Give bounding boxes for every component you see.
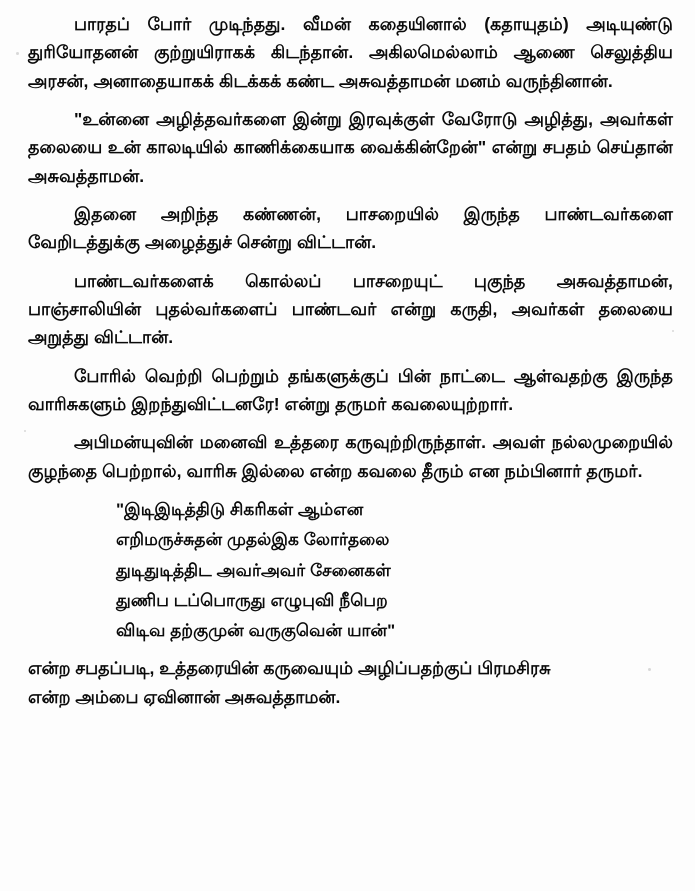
scan-speck: [16, 52, 19, 55]
verse-line: துணிப டப்பொருது எழுபுவி நீபெற: [116, 590, 388, 610]
paragraph: பாரதப் போர் முடிந்தது. வீமன் கதையினால் (கதாயுதம்) அடியுண்டு துரியோதனன் குற்றுயிராகக் கிடந்தான். அகிலமெல்லாம் ஆணை செலுத்திய அரசன், அனாதையாகக் கிடக்கக் கண்ட அசுவத்தாமன் மனம் வருந்தினான்.: [28, 14, 673, 91]
paragraph: இதனை அறிந்த கண்ணன், பாசறையில் இருந்த பாண்டவர்களை வேறிடத்துக்கு அழைத்துச் சென்று விட்டான்.: [28, 204, 673, 253]
verse-line: "இடிஇடித்திடு சிகரிகள் ஆம்என: [116, 500, 364, 520]
closing-block: [28, 654, 673, 711]
paragraph: அபிமன்யுவின் மனைவி உத்தரை கருவுற்றிருந்தாள். அவள் நல்லமுறையில் குழந்தை பெற்றால், வாரிசு இல்லை என்ற கவலை தீரும் என நம்பினார் தருமர்.: [28, 432, 673, 481]
scan-speck: [24, 430, 26, 432]
verse-line: எறிமருச்சுதன் முதல்இக லோர்தலை: [116, 530, 390, 550]
paragraph: "உன்னை அழித்தவர்களை இன்று இரவுக்குள் வேரோடு அழித்து, அவர்கள் தலையை உன் காலடியில் காணிக்கையாக வைக்கின்றேன்" என்று சபதம் செய்தான் அசுவத்தாமன்.: [28, 109, 673, 186]
paragraph: பாண்டவர்களைக் கொல்லப் பாசறையுட் புகுந்த அசுவத்தாமன், பாஞ்சாலியின் புதல்வர்களைப் பாண்டவர் என்று கருதி, அவர்கள் தலையை அறுத்து விட்டான்.: [28, 270, 673, 348]
closing-line: என்ற அம்பை ஏவினான் அசுவத்தாமன்.: [28, 686, 341, 707]
closing-line: என்ற சபதப்படி, உத்தரையின் கருவையும் அழிப்பதற்குப் பிரமசிரசு: [28, 658, 551, 679]
document-body: [28, 10, 673, 711]
verse-line: துடிதுடித்திட அவர்அவர் சேனைகள்: [116, 560, 391, 580]
verse-line: விடிவ தற்குமுன் வருகுவென் யான்": [116, 621, 396, 641]
paragraph: போரில் வெற்றி பெற்றும் தங்களுக்குப் பின் நாட்டை ஆள்வதற்கு இருந்த வாரிசுகளும் இறந்துவிட்டனரே! என்று தருமர் கவலையுற்றார்.: [28, 365, 673, 415]
verse-block: [28, 495, 673, 646]
